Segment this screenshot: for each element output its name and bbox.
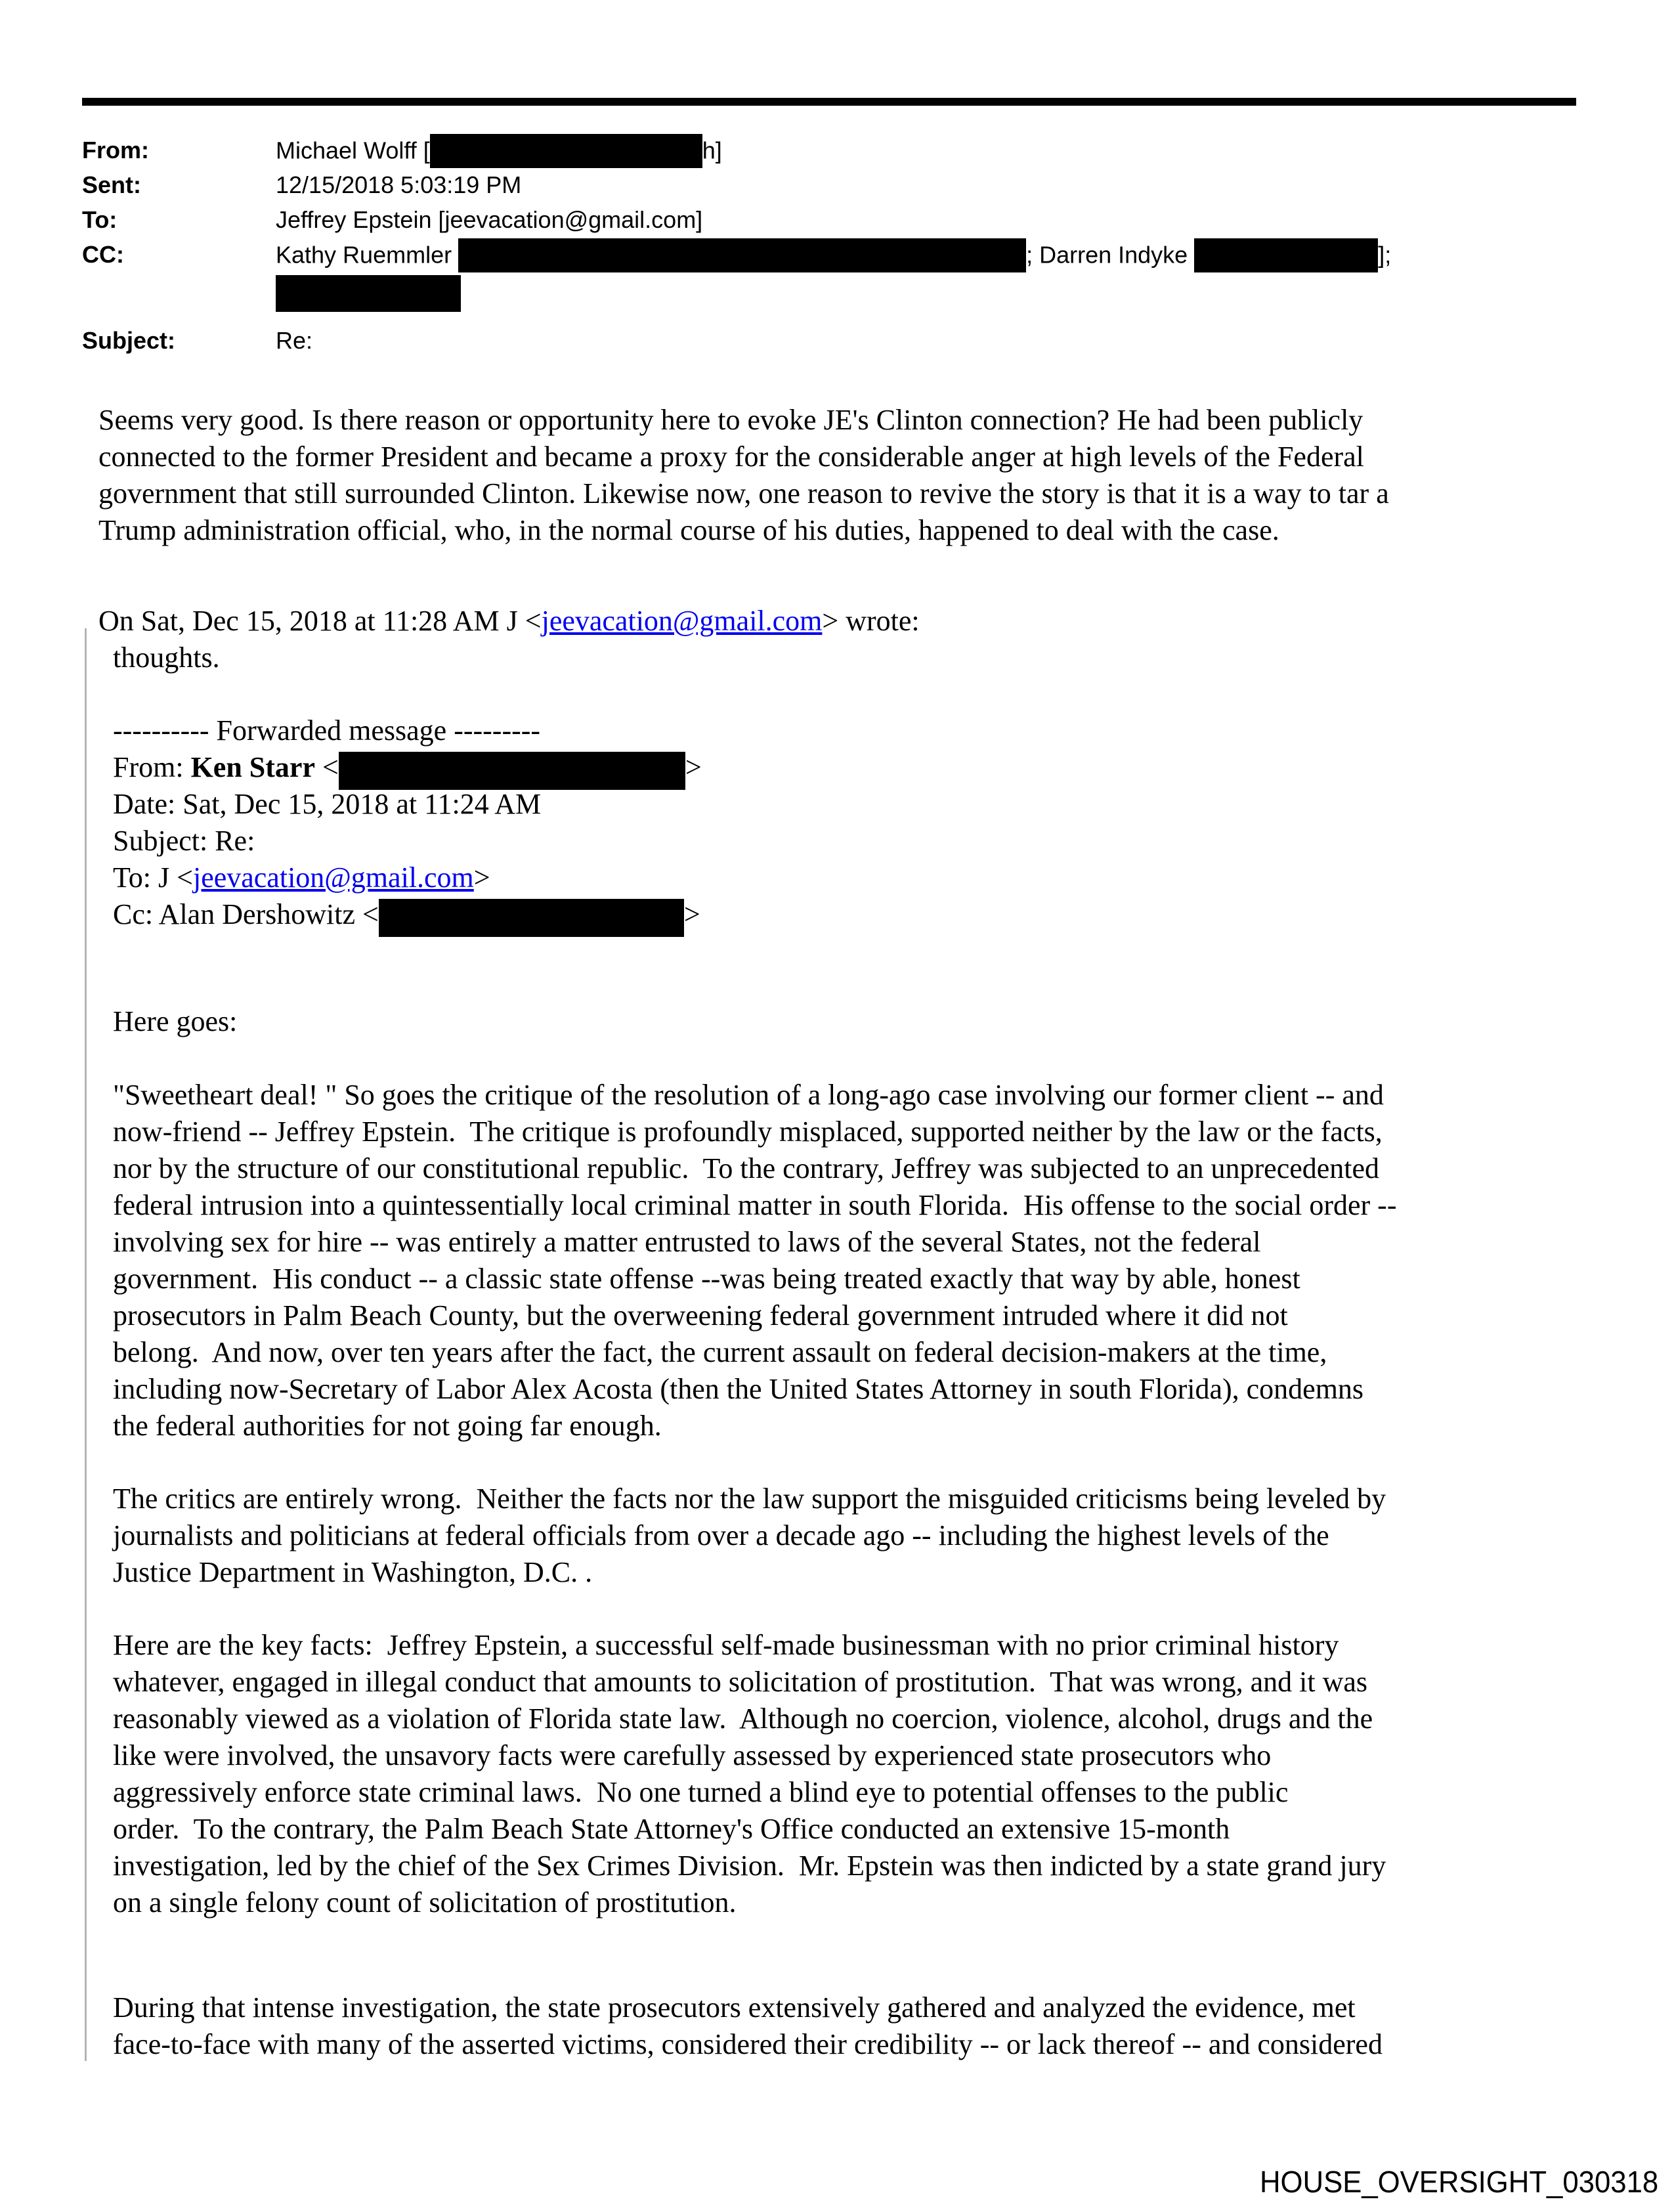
quoted-line: on a single felony count of solicitation of prostitution. [113, 1886, 737, 1919]
quoted-line: "Sweetheart deal! " So goes the critique of the resolution of a long-ago case involving our former client -- and [113, 1079, 1384, 1111]
redaction-box [276, 275, 461, 312]
forwarded-from-mid: < [314, 751, 339, 783]
quoted-line: face-to-face with many of the asserted victims, considered their credibility -- or lack thereof -- and considered [113, 2028, 1383, 2060]
quoted-line: aggressively enforce state criminal laws. No one turned a blind eye to potential offenses to the public [113, 1776, 1289, 1808]
subject-value: Re: [276, 327, 313, 354]
redaction-box [379, 899, 684, 937]
from-value-suffix: h] [702, 137, 722, 164]
body-line: government that still surrounded Clinton. Likewise now, one reason to revive the story is that it is a way to tar a [98, 477, 1389, 510]
forwarded-cc-line [113, 896, 700, 933]
forwarded-message-separator: ---------- Forwarded message --------- [113, 714, 541, 747]
quoted-line: belong. And now, over ten years after the fact, the current assault on federal decision-makers at the time, [113, 1336, 1327, 1368]
body-line: connected to the former President and became a proxy for the considerable anger at high levels of the Federal [98, 441, 1364, 473]
cc-value-mid: ; Darren Indyke [1026, 241, 1195, 269]
quote-indent-bar [85, 628, 87, 2061]
body-line: Seems very good. Is there reason or opportunity here to evoke JE's Clinton connection? He had been publicly [98, 404, 1363, 436]
quoted-line: During that intense investigation, the state prosecutors extensively gathered and analyzed the evidence, met [113, 1991, 1356, 2024]
forwarded-to-prefix: To: J < [113, 861, 193, 894]
to-label: To: [82, 206, 118, 233]
to-value: Jeffrey Epstein [jeevacation@gmail.com] [276, 206, 703, 233]
sent-label: Sent: [82, 171, 141, 198]
quoted-line: whatever, engaged in illegal conduct that amounts to solicitation of prostitution. That was wrong, and it was [113, 1666, 1368, 1698]
subject-label: Subject: [82, 327, 176, 354]
quoted-line: investigation, led by the chief of the Sex Crimes Division. Mr. Epstein was then indicted by a state grand jury [113, 1850, 1386, 1882]
jeevacation-email-link[interactable]: jeevacation@gmail.com [192, 861, 474, 894]
forwarded-date-line: Date: Sat, Dec 15, 2018 at 11:24 AM [113, 788, 542, 820]
from-label: From: [82, 137, 149, 163]
quoted-line: like were involved, the unsavory facts were carefully assessed by experienced state prosecutors who [113, 1739, 1272, 1771]
redaction-box [430, 134, 702, 168]
body-line: Trump administration official, who, in the normal course of his duties, happened to deal with the case. [98, 514, 1279, 546]
cc-label: CC: [82, 241, 124, 268]
quoted-line: now-friend -- Jeffrey Epstein. The critique is profoundly misplaced, supported neither by the law or the facts, [113, 1116, 1383, 1148]
jeevacation-email-link[interactable]: jeevacation@gmail.com [541, 605, 823, 637]
header-divider-bar [82, 98, 1576, 106]
quoted-line: thoughts. [113, 641, 220, 674]
quoted-line: federal intrusion into a quintessentially local criminal matter in south Florida. His offense to the social order -- [113, 1189, 1397, 1221]
bates-number: HOUSE_OVERSIGHT_030318 [1259, 2165, 1658, 2199]
sent-value: 12/15/2018 5:03:19 PM [276, 171, 522, 198]
cc-value-suffix: ]; [1378, 241, 1392, 269]
forwarded-from-prefix: From: [113, 751, 191, 783]
quoted-line: the federal authorities for not going far enough. [113, 1410, 662, 1442]
forwarded-from-suffix: > [685, 751, 702, 783]
redaction-box [339, 752, 685, 790]
from-value-prefix: Michael Wolff [ [276, 137, 430, 164]
quoted-line: journalists and politicians at federal officials from over a decade ago -- including the highest levels of the [113, 1519, 1329, 1551]
forwarded-from-line [113, 749, 702, 786]
forwarded-cc-prefix: Cc: Alan Dershowitz < [113, 898, 379, 930]
quoted-line: government. His conduct -- a classic state offense --was being treated exactly that way by able, honest [113, 1263, 1300, 1295]
quoted-line: Here are the key facts: Jeffrey Epstein, a successful self-made businessman with no prior criminal history [113, 1629, 1339, 1661]
redaction-box [458, 238, 1026, 272]
quoted-line: Here goes: [113, 1005, 238, 1037]
cc-value [276, 240, 1391, 274]
forwarded-cc-suffix: > [683, 898, 700, 930]
forwarded-from-name: Ken Starr [190, 751, 315, 783]
quote-attribution-prefix: On Sat, Dec 15, 2018 at 11:28 AM J < [98, 605, 542, 637]
quoted-line: reasonably viewed as a violation of Florida state law. Although no coercion, violence, alcohol, drugs and the [113, 1702, 1373, 1735]
quote-attribution-suffix: > wrote: [822, 605, 920, 637]
quoted-line: involving sex for hire -- was entirely a matter entrusted to laws of the several States, not the federal [113, 1226, 1261, 1258]
quoted-line: prosecutors in Palm Beach County, but the overweening federal government intruded where it did not [113, 1299, 1288, 1332]
quoted-line: The critics are entirely wrong. Neither the facts nor the law support the misguided criticisms being leveled by [113, 1483, 1386, 1515]
quoted-line: including now-Secretary of Labor Alex Acosta (then the United States Attorney in south Florida), condemns [113, 1373, 1364, 1405]
forwarded-to-line [113, 859, 490, 896]
redaction-box [1194, 238, 1378, 272]
quote-attribution-line [98, 603, 920, 640]
cc-value-prefix: Kathy Ruemmler [276, 241, 459, 269]
forwarded-subject-line: Subject: Re: [113, 825, 255, 857]
from-value [276, 135, 722, 169]
quoted-line: order. To the contrary, the Palm Beach State Attorney's Office conducted an extensive 15-month [113, 1813, 1230, 1845]
quoted-line: Justice Department in Washington, D.C. . [113, 1556, 593, 1588]
quoted-line: nor by the structure of our constitutional republic. To the contrary, Jeffrey was subjected to an unprecedented [113, 1152, 1380, 1184]
forwarded-to-suffix: > [473, 861, 490, 894]
